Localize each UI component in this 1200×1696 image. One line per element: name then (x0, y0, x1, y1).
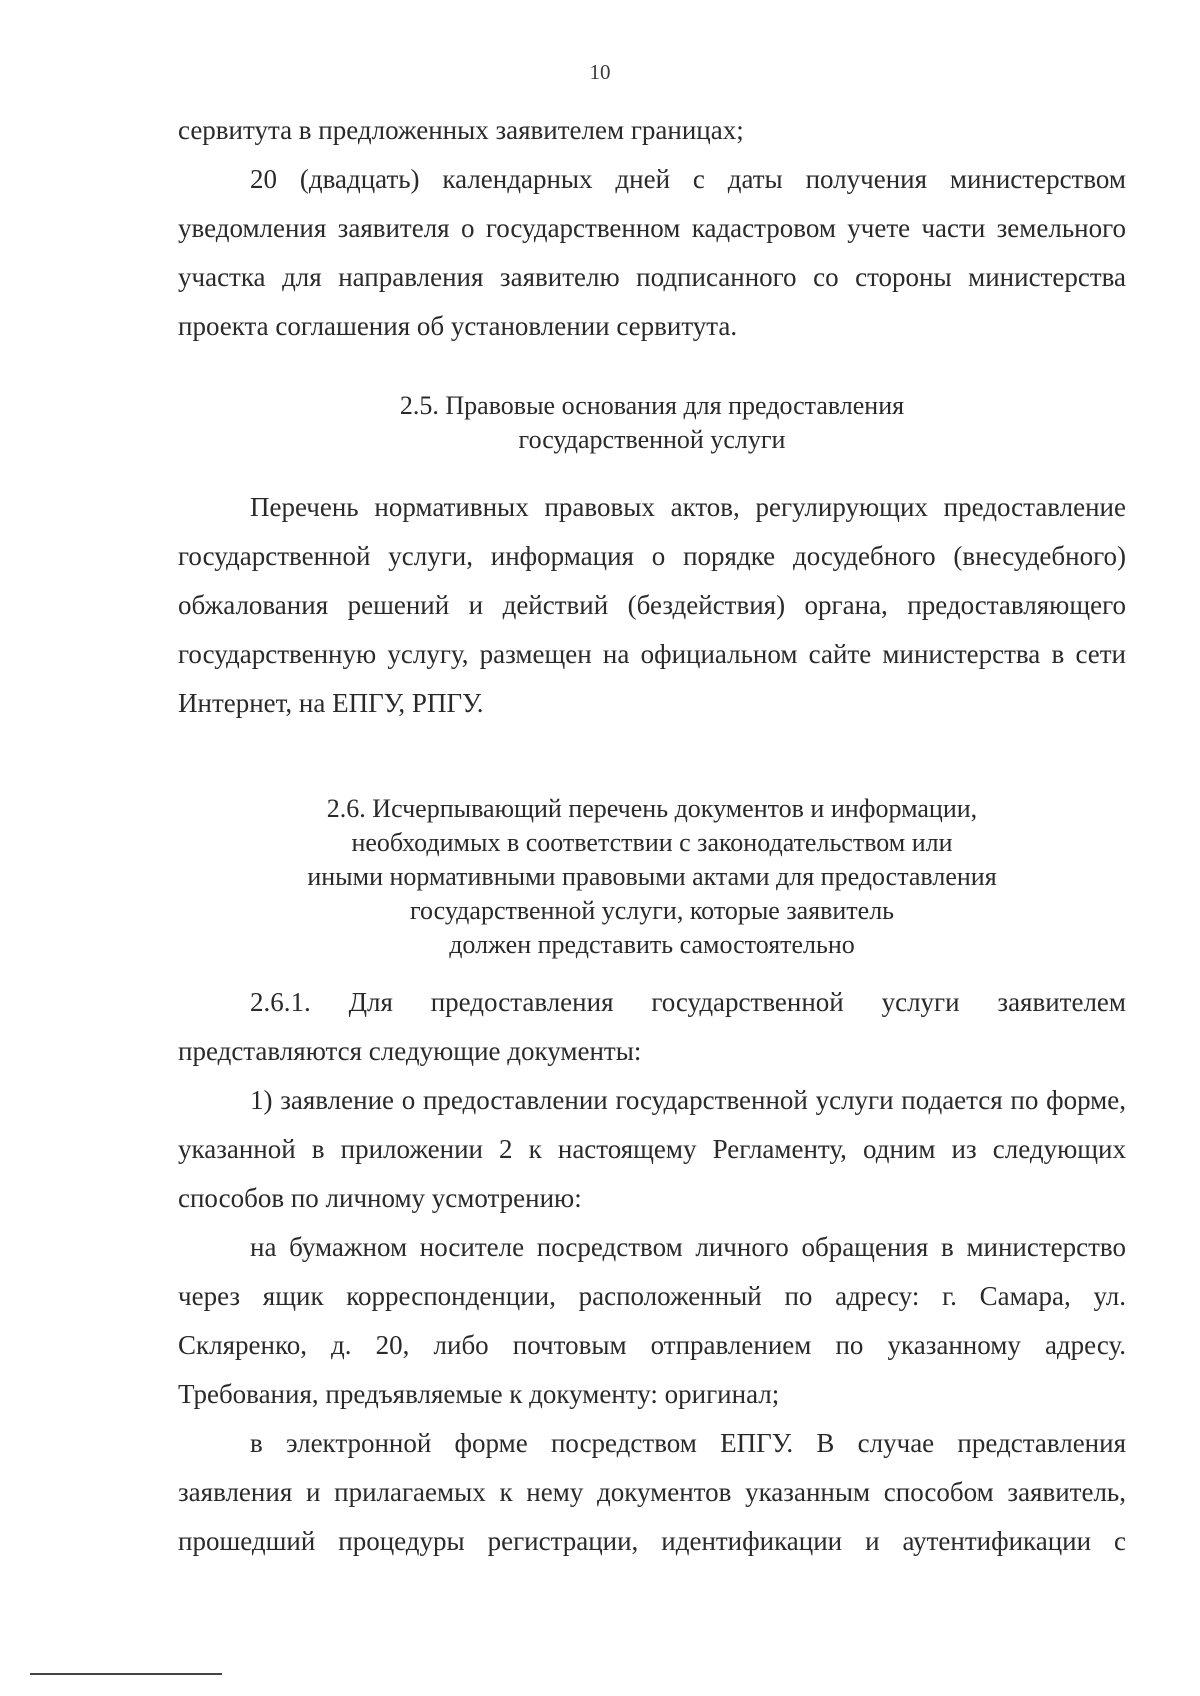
paragraph-twenty-days: 20 (двадцать) календарных дней с даты получения министерством уведомления заявителя о государственном кадастровом учете части земельного участка для направления заявителю подписанного со стороны министерства проекта соглашения об установлении сервитута. (178, 164, 1126, 341)
section-2-5-heading (178, 389, 1126, 457)
spacer (178, 457, 1126, 483)
spacer (178, 962, 1126, 978)
section-2-6-heading-line: иными нормативными правовыми актами для предоставления (307, 862, 997, 891)
section-2-6-heading-line: 2.6. Исчерпывающий перечень документов и информации, (326, 794, 978, 823)
spacer (178, 728, 1126, 792)
page-number: 10 (589, 60, 611, 84)
paragraph-electronic-submission: в электронной форме посредством ЕПГУ. В случае представления заявления и прилагаемых к нему документов указанным способом заявитель, прошедший процедуры регистрации, идентификации и аутентификации с (178, 1428, 1126, 1556)
document-body (178, 106, 1126, 1566)
paragraph-2-6-1: 2.6.1. Для предоставления государственной услуги заявителем представляются следующие документы: (178, 987, 1126, 1066)
section-2-5-heading-line: 2.5. Правовые основания для предоставления (399, 391, 905, 420)
section-2-6-heading (178, 792, 1126, 962)
section-2-5-heading-line: государственной услуги (518, 425, 786, 454)
paragraph-servitude-boundaries: сервитута в предложенных заявителем границах; (178, 115, 744, 145)
paragraph-item-1-application: 1) заявление о предоставлении государственной услуги подается по форме, указанной в приложении 2 к настоящему Регламенту, одним из следующих способов по личному усмотрению: (178, 1085, 1126, 1213)
section-2-6-heading-line: должен представить самостоятельно (449, 930, 855, 959)
paragraph-paper-submission: на бумажном носителе посредством личного обращения в министерство через ящик корреспонденции, расположенный по адресу: г. Самара, ул. Скляренко, д. 20, либо почтовым отправлением по указанному адресу. Требования, предъявляемые к документу: оригинал; (178, 1232, 1126, 1409)
spacer (178, 351, 1126, 389)
paragraph-legal-acts: Перечень нормативных правовых актов, регулирующих предоставление государственной услуги, информация о порядке досудебного (внесудебного) обжалования решений и действий (бездействия) органа, предоставляющего государственную услугу, размещен на официальном сайте министерства в сети Интернет, на ЕПГУ, РПГУ. (178, 492, 1126, 718)
section-2-6-heading-line: необходимых в соответствии с законодательством или (351, 828, 953, 857)
section-2-6-heading-line: государственной услуги, которые заявитель (409, 896, 895, 925)
footnote-rule (30, 1673, 222, 1675)
